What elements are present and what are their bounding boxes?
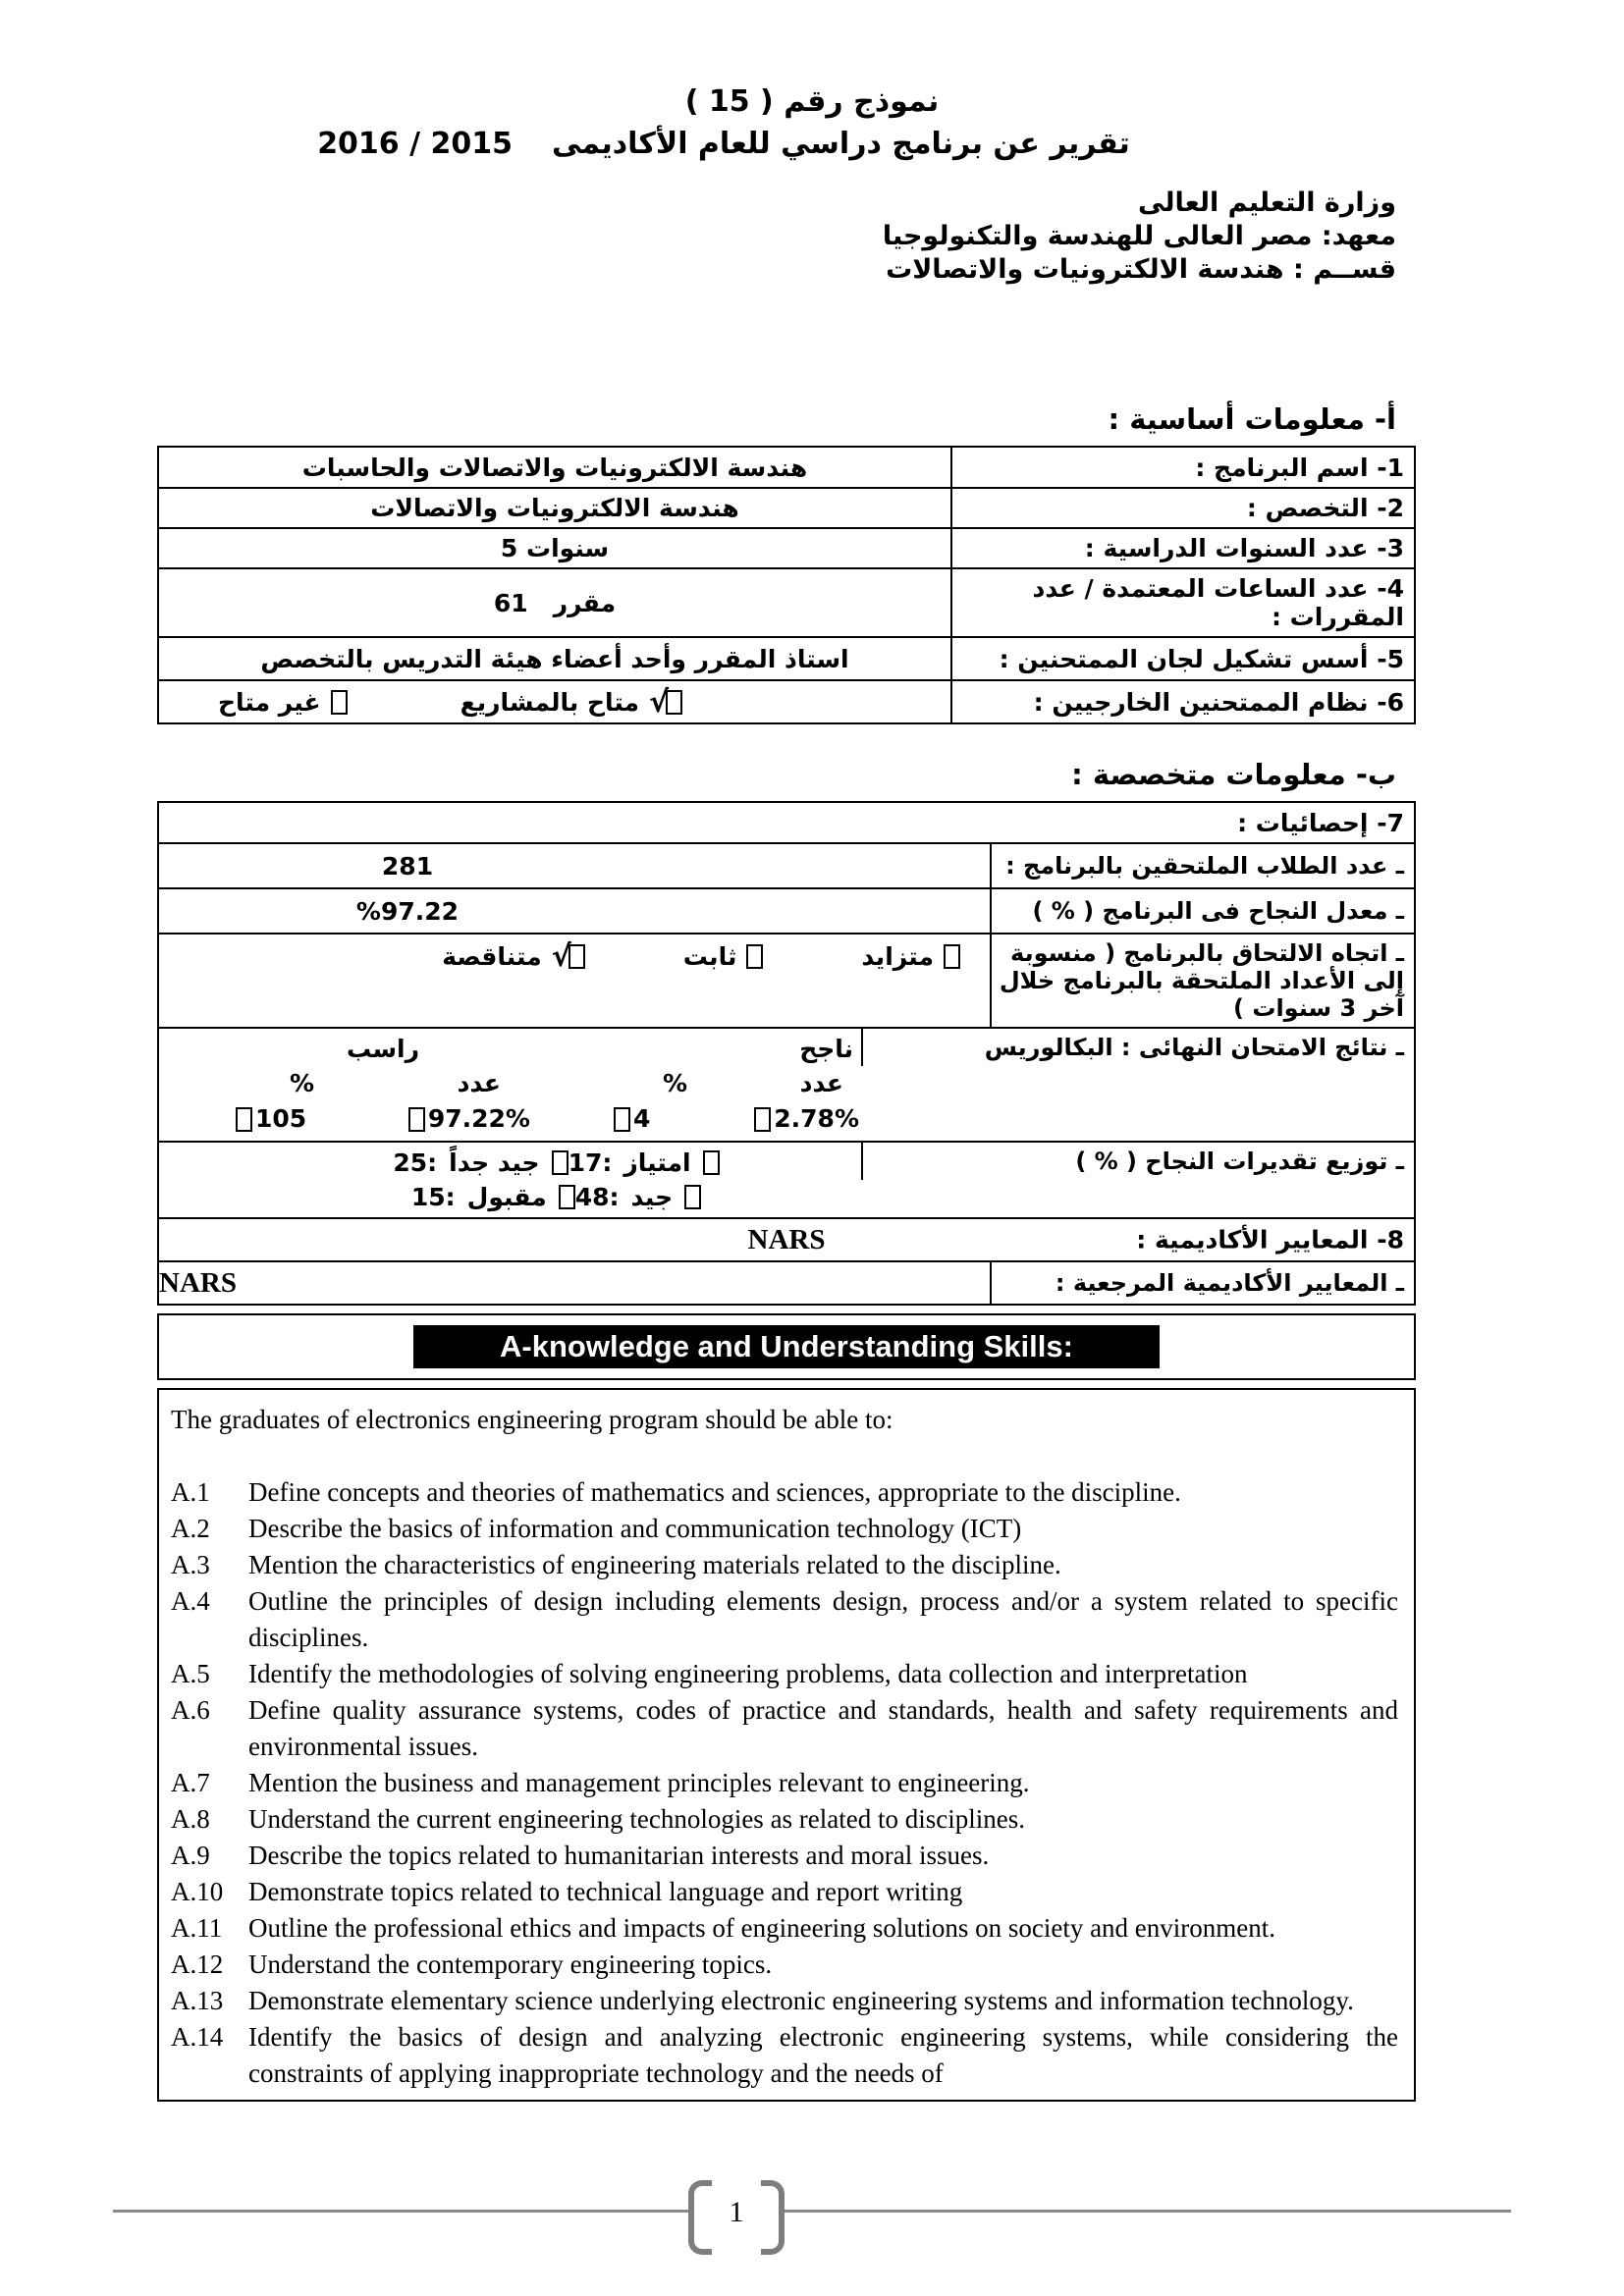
institute-line: معهد: مصر العالى للهندسة والتكنولوجيا xyxy=(882,221,1396,251)
skill-item xyxy=(171,1838,1398,1874)
percent-header: % xyxy=(663,1069,688,1097)
count-header: عدد xyxy=(799,1069,843,1097)
footer-rule xyxy=(785,2210,1511,2213)
table-row xyxy=(159,1027,1414,1141)
grade-line xyxy=(305,1183,715,1211)
percent-header: % xyxy=(290,1069,315,1097)
final-exam-label: ـ نتائج الامتحان النهائى : البكالوريس xyxy=(861,1029,1414,1066)
fail-percent-value xyxy=(408,1101,530,1137)
reference-standards-label: ـ المعايير الأكاديمية المرجعية : xyxy=(990,1262,1414,1304)
item-number: A.8 xyxy=(171,1804,210,1834)
item-text: Demonstrate elementary science underlying electronic engineering systems and information technology. xyxy=(248,1986,1354,2015)
item-number: A.3 xyxy=(171,1550,210,1579)
years-value: 5 سنوات xyxy=(500,534,610,562)
footer-rule xyxy=(113,2210,688,2213)
item-text: Identify the methodologies of solving engineering problems, data collection and interpretation xyxy=(248,1659,1248,1688)
table-row xyxy=(159,1217,1414,1260)
grade-excellent xyxy=(568,1148,733,1177)
program-name-label: 1- اسم البرنامج : xyxy=(950,448,1414,487)
option-decreasing xyxy=(442,939,584,974)
ministry-line: وزارة التعليم العالى xyxy=(1138,187,1396,218)
academic-standards-value: NARS xyxy=(747,1223,826,1255)
check-mark-icon: √ xyxy=(649,684,670,720)
item-text: Define concepts and theories of mathematics and sciences, appropriate to the discipline. xyxy=(248,1477,1181,1507)
pass-count: 4 xyxy=(633,1104,651,1133)
fail-count-value xyxy=(236,1101,306,1137)
table-row xyxy=(159,803,1414,842)
specialized-info-table xyxy=(157,801,1416,1306)
skill-item xyxy=(171,1983,1398,2019)
option-increasing xyxy=(861,942,960,971)
item-text: Identify the basics of design and analyzing electronic engineering systems, while considering the constraints of applying inappropriate technology and the needs of xyxy=(248,2022,1398,2088)
pass-column xyxy=(614,1033,859,1137)
checkbox-icon xyxy=(746,944,763,969)
grade-value: 15: xyxy=(410,1183,456,1211)
grade-value: 48: xyxy=(574,1183,620,1211)
grade-value: 25: xyxy=(393,1148,438,1177)
statistics-heading: 7- إحصائيات : xyxy=(1237,808,1404,837)
students-count-label: ـ عدد الطلاب الملتحقين بالبرنامج : xyxy=(990,844,1414,887)
external-examiners-options xyxy=(159,681,950,722)
option-increasing-label: متزايد xyxy=(861,942,934,971)
fail-values xyxy=(236,1101,530,1137)
checkbox-icon xyxy=(552,1150,568,1175)
skill-item xyxy=(171,1801,1398,1838)
section-b-heading: ب- معلومات متخصصة : xyxy=(1071,758,1396,791)
committees-value: استاذ المقرر وأحد أعضاء هيئة التدريس بالتخصص xyxy=(260,644,849,673)
item-text: Describe the topics related to humanitarian interests and moral issues. xyxy=(248,1841,990,1870)
table-row xyxy=(159,842,1414,887)
skill-item xyxy=(171,1511,1398,1547)
success-rate-label: ـ معدل النجاح فى البرنامج ( % ) xyxy=(990,889,1414,933)
skill-item xyxy=(171,1874,1398,1910)
item-text: Demonstrate topics related to technical language and report writing xyxy=(248,1877,963,1906)
check-mark-icon: √ xyxy=(551,939,571,974)
table-row xyxy=(159,527,1414,567)
table-row xyxy=(159,1141,1414,1217)
grade-name: مقبول xyxy=(466,1183,547,1211)
committees-label: 5- أسس تشكيل لجان الممتحنين : xyxy=(950,638,1414,679)
checkbox-icon xyxy=(236,1107,252,1132)
skill-item xyxy=(171,1656,1398,1692)
section-a-heading: أ- معلومات أساسية : xyxy=(1108,402,1396,436)
item-number: A.1 xyxy=(171,1477,210,1507)
item-number: A.4 xyxy=(171,1586,210,1616)
trend-options xyxy=(159,934,990,974)
table-row xyxy=(159,1260,1414,1304)
skill-item xyxy=(171,1583,1398,1656)
item-text: Describe the basics of information and communication technology (ICT) xyxy=(248,1514,1022,1543)
item-number: A.11 xyxy=(171,1913,223,1943)
title-block xyxy=(0,0,1624,161)
item-text: Define quality assurance systems, codes of practice and standards, health and safety requirements and environmental issues. xyxy=(248,1695,1398,1761)
page-number: 1 xyxy=(729,2196,744,2228)
academic-year: 2016 / 2015 xyxy=(317,127,514,161)
specialty-value: هندسة الالكترونيات والاتصالات xyxy=(370,494,739,522)
item-number: A.9 xyxy=(171,1841,210,1870)
skill-item xyxy=(171,1765,1398,1801)
grade-name: جيد جداً xyxy=(449,1148,540,1177)
item-number: A.10 xyxy=(171,1877,224,1906)
skills-header-box xyxy=(157,1313,1416,1380)
grade-value: 17: xyxy=(568,1148,613,1177)
table-row xyxy=(159,487,1414,527)
trend-label: ـ اتجاه الالتحاق بالبرنامج ( منسوبة إلى الأعداد الملتحقة بالبرنامج خلال آخر 3 سنوات ) xyxy=(990,934,1414,1027)
skills-intro: The graduates of electronics engineering program should be able to: xyxy=(171,1405,893,1434)
option-unavailable xyxy=(218,688,348,717)
table-row xyxy=(159,448,1414,487)
checkbox-icon xyxy=(684,1185,701,1209)
option-available-label: متاح بالمشاريع xyxy=(460,687,640,717)
pass-title: ناجح xyxy=(799,1035,853,1063)
count-header: عدد xyxy=(457,1069,501,1097)
basic-info-table xyxy=(157,446,1416,724)
grade-good xyxy=(575,1183,715,1211)
bracket-left-icon xyxy=(688,2180,712,2255)
report-title-text: تقرير عن برنامج دراسي للعام الأكاديمى xyxy=(552,127,1130,161)
fail-headers xyxy=(236,1066,530,1101)
pass-values xyxy=(614,1101,859,1137)
checkbox-icon xyxy=(408,1107,425,1132)
item-number: A.14 xyxy=(171,2022,224,2052)
final-exam-results xyxy=(159,1029,861,1141)
program-name-value: هندسة الالكترونيات والاتصالات والحاسبات xyxy=(301,453,808,482)
form-title: نموذج رقم ( 15 ) xyxy=(684,84,940,119)
reference-standards-value-cell xyxy=(159,1262,990,1304)
skills-header-bar: A-knowledge and Understanding Skills: xyxy=(413,1325,1160,1368)
item-number: A.5 xyxy=(171,1659,210,1688)
option-stable xyxy=(683,942,764,971)
pass-headers xyxy=(614,1066,859,1101)
students-count-value: 281 xyxy=(381,851,434,881)
grade-very-good xyxy=(287,1148,568,1177)
checkbox-icon xyxy=(944,944,960,969)
item-number: A.12 xyxy=(171,1949,224,1979)
item-text: Understand the contemporary engineering topics. xyxy=(248,1949,773,1979)
credit-hours-value: 61 مقرر xyxy=(493,588,617,617)
skills-content-box xyxy=(157,1388,1416,2102)
fail-percent: 97.22% xyxy=(427,1104,530,1133)
fail-column xyxy=(236,1033,530,1137)
checkbox-icon xyxy=(331,690,348,715)
academic-standards-label: 8- المعايير الأكاديمية : xyxy=(1136,1225,1404,1255)
skill-item xyxy=(171,1947,1398,1983)
item-text: Outline the principles of design including elements design, process and/or a system related to specific disciplines. xyxy=(248,1586,1398,1652)
table-row xyxy=(159,887,1414,933)
option-decreasing-label: متناقصة xyxy=(442,942,542,971)
item-text: Mention the characteristics of engineering materials related to the discipline. xyxy=(248,1550,1061,1579)
ministry-block xyxy=(0,187,1396,287)
item-number: A.7 xyxy=(171,1768,210,1797)
years-label: 3- عدد السنوات الدراسية : xyxy=(950,529,1414,567)
grade-name: جيد xyxy=(630,1183,674,1211)
table-row xyxy=(159,679,1414,722)
item-text: Understand the current engineering technologies as related to disciplines. xyxy=(248,1804,1025,1834)
pass-percent-value xyxy=(754,1101,859,1137)
item-text: Outline the professional ethics and impacts of engineering solutions on society and environment. xyxy=(248,1913,1276,1943)
table-row xyxy=(159,567,1414,636)
grade-line xyxy=(287,1148,732,1177)
grade-pass xyxy=(305,1183,575,1211)
item-number: A.2 xyxy=(171,1514,210,1543)
grade-distribution-label: ـ توزيع تقديرات النجاح ( % ) xyxy=(861,1143,1414,1180)
skill-item xyxy=(171,1547,1398,1583)
department-line: قســم : هندسة الالكترونيات والاتصالات xyxy=(886,254,1396,285)
skill-item xyxy=(171,2019,1398,2092)
page-footer xyxy=(0,2174,1624,2272)
checkbox-icon xyxy=(559,1185,575,1209)
fail-title: راسب xyxy=(346,1035,419,1063)
option-unavailable-label: غير متاح xyxy=(218,687,321,717)
table-row xyxy=(159,636,1414,679)
option-stable-label: ثابت xyxy=(682,942,737,971)
checkbox-icon xyxy=(754,1107,771,1132)
table-row xyxy=(159,933,1414,1027)
report-title xyxy=(0,127,1536,161)
option-available xyxy=(460,684,682,720)
specialty-label: 2- التخصص : xyxy=(950,489,1414,527)
credit-hours-label: 4- عدد الساعات المعتمدة / عدد المقررات : xyxy=(950,569,1414,636)
skill-item xyxy=(171,1910,1398,1947)
external-examiners-label: 6- نظام الممتحنين الخارجيين : xyxy=(950,681,1414,722)
pass-percent: 2.78% xyxy=(774,1104,859,1133)
pass-count-value xyxy=(614,1101,650,1137)
grade-name: امتياز xyxy=(623,1148,691,1177)
fail-count: 105 xyxy=(255,1104,307,1133)
reference-standards-value: NARS xyxy=(159,1266,237,1299)
item-number: A.6 xyxy=(171,1695,210,1725)
checkbox-icon xyxy=(703,1150,720,1175)
academic-standards-row xyxy=(159,1219,1414,1260)
item-number: A.13 xyxy=(171,1986,224,2015)
grade-distribution xyxy=(159,1143,861,1217)
skill-item xyxy=(171,1692,1398,1765)
success-rate-value: %97.22 xyxy=(355,896,460,926)
item-text: Mention the business and management principles relevant to engineering. xyxy=(248,1768,1030,1797)
skill-item xyxy=(171,1474,1398,1511)
checkbox-icon xyxy=(614,1107,630,1132)
bracket-right-icon xyxy=(761,2180,785,2255)
